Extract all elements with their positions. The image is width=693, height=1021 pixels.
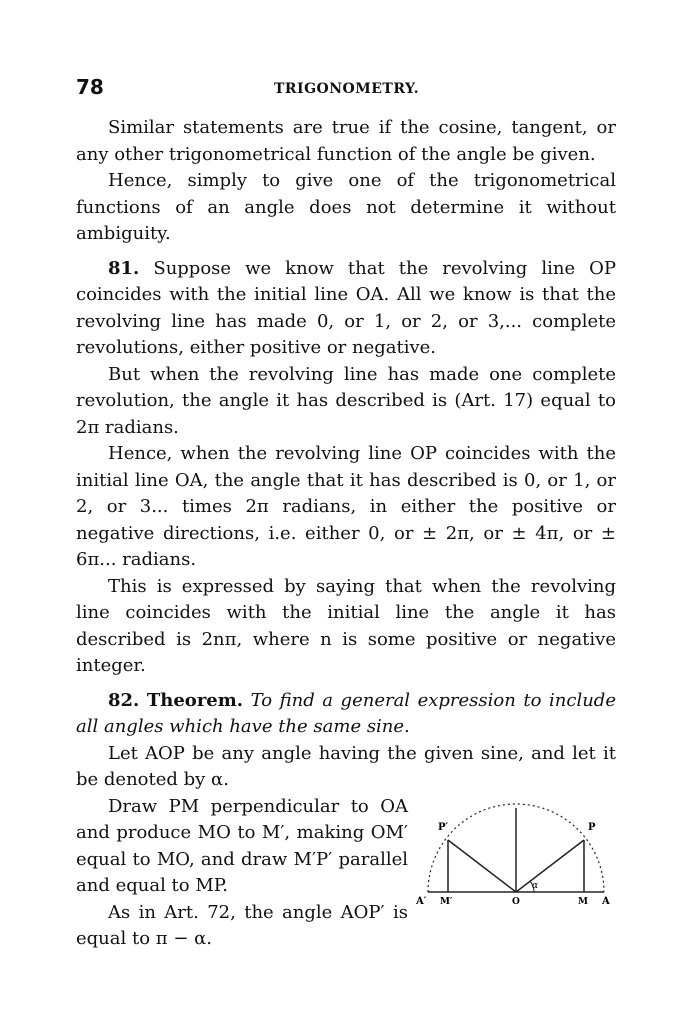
label-m: M [578, 896, 588, 907]
line-op-prime [448, 840, 516, 892]
page-body [76, 115, 616, 953]
page-number: 78 [76, 75, 104, 99]
section-81-text: Suppose we know that the revolving line OP coincides with the initial line OA. All we know is that the revolving line has made 0, or 1, or 2, or 3,... complete revolutions, either positive or negative. [76, 257, 616, 358]
label-p-prime: P′ [438, 821, 449, 833]
theorem-label: Theorem. [146, 689, 244, 711]
label-p: P [588, 821, 596, 833]
semicircle-sine-diagram [416, 802, 616, 912]
section-81 [76, 256, 616, 362]
page-header [76, 74, 616, 102]
section-82-number: 82. [108, 689, 140, 711]
label-o: O [512, 896, 520, 907]
label-a-prime: A′ [416, 895, 427, 907]
paragraph-expressed: This is expressed by saying that when the revolving line coincides with the initial line the angle it has described is 2nπ, where n is some positive or negative integer. [76, 575, 616, 676]
paragraph-draw-pm: Draw PM perpendicular to OA and produce MO to M′, making OM′ equal to MO, and draw M′P′ parallel and equal to MP. [76, 795, 408, 896]
running-head: TRIGONOMETRY. [274, 81, 420, 97]
section-81-number: 81. [108, 257, 140, 279]
paragraph-let-aop: Let AOP be any angle having the given sine, and let it be denoted by α. [76, 742, 616, 790]
line-op [516, 840, 584, 892]
paragraph-coincides: Hence, when the revolving line OP coincides with the initial line OA, the angle that it has described is 0, or 1, or 2, or 3... times 2π radians, in either the positive or negative directions, i.e. either 0, or ± 2π, or ± 4π, or ± 6π... radians. [76, 443, 616, 570]
paragraph-art-72: As in Art. 72, the angle AOP′ is equal to π − α. [76, 901, 408, 949]
paragraph-similar-statements: Similar statements are true if the cosine, tangent, or any other trigonometrical function of the angle be given. [76, 117, 616, 165]
label-alpha: α [532, 880, 539, 891]
section-82 [76, 688, 616, 741]
paragraph-ambiguity: Hence, simply to give one of the trigonometrical functions of an angle does not determine it without ambiguity. [76, 170, 616, 244]
paragraph-complete-revolution: But when the revolving line has made one complete revolution, the angle it has described is (Art. 17) equal to 2π radians. [76, 363, 616, 438]
label-a: A [602, 895, 610, 907]
figure-block [76, 794, 616, 953]
label-m-prime: M′ [440, 896, 453, 907]
theorem-statement: To find a general expression to include all angles which have the same sine. [76, 689, 616, 737]
